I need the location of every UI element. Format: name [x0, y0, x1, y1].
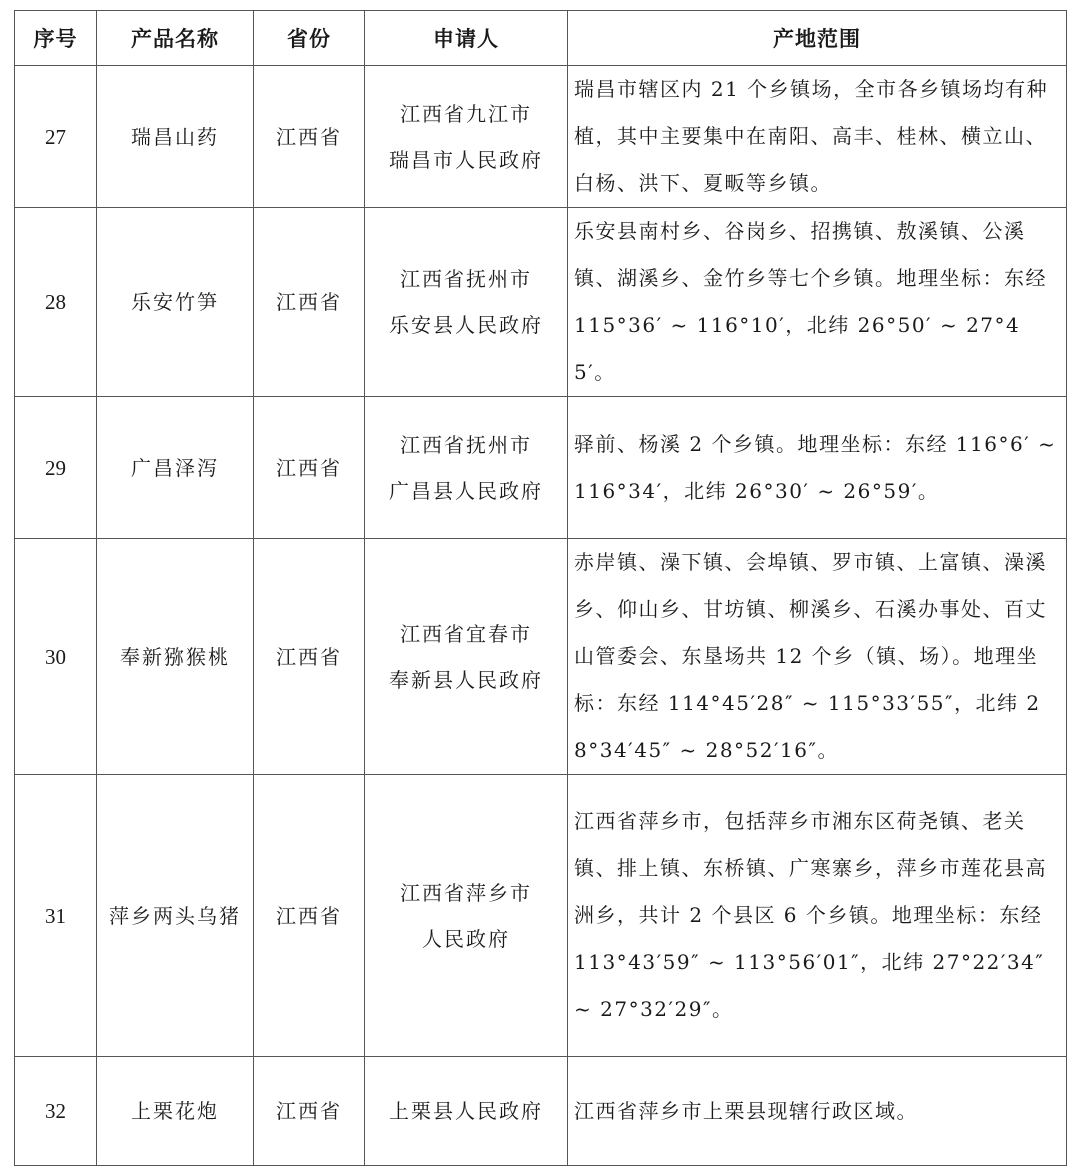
row-applicant — [365, 775, 568, 1057]
header-product: 产品名称 — [97, 11, 254, 66]
header-province: 省份 — [254, 11, 365, 66]
applicant-line: 江西省萍乡市 — [400, 880, 532, 905]
table-row — [15, 1057, 1067, 1166]
applicant-line: 乐安县人民政府 — [389, 313, 543, 337]
row-no: 31 — [15, 775, 97, 1057]
table-row — [15, 539, 1067, 775]
row-product: 奉新猕猴桃 — [97, 539, 254, 775]
row-no: 30 — [15, 539, 97, 775]
row-no: 28 — [15, 208, 97, 397]
row-no: 29 — [15, 397, 97, 539]
applicant-line: 奉新县人民政府 — [389, 667, 543, 692]
row-province: 江西省 — [254, 66, 365, 208]
row-province: 江西省 — [254, 208, 365, 397]
row-product: 瑞昌山药 — [97, 66, 254, 208]
row-applicant — [365, 66, 568, 208]
row-province: 江西省 — [254, 1057, 365, 1166]
geographic-indication-table — [14, 10, 1067, 1166]
row-area: 赤岸镇、澡下镇、会埠镇、罗市镇、上富镇、澡溪乡、仰山乡、甘坊镇、柳溪乡、石溪办事处、百丈山管委会、东垦场共 12 个乡（镇、场）。地理坐标：东经 114°45′28″ ~ 115°33′55″，北纬 28°34′45″ ~ 28°52′16″。 — [568, 539, 1067, 775]
header-area: 产地范围 — [568, 11, 1067, 66]
table-row — [15, 397, 1067, 539]
row-product: 广昌泽泻 — [97, 397, 254, 539]
applicant-line: 江西省九江市 — [400, 101, 532, 126]
applicant-line: 江西省抚州市 — [400, 432, 532, 457]
row-area: 瑞昌市辖区内 21 个乡镇场，全市各乡镇场均有种植，其中主要集中在南阳、高丰、桂林、横立山、白杨、洪下、夏畈等乡镇。 — [568, 66, 1067, 208]
row-province: 江西省 — [254, 397, 365, 539]
header-applicant: 申请人 — [365, 11, 568, 66]
row-applicant — [365, 539, 568, 775]
table-row — [15, 775, 1067, 1057]
row-area: 江西省萍乡市上栗县现辖行政区域。 — [568, 1057, 1067, 1166]
table-header-row — [15, 11, 1067, 66]
row-product: 萍乡两头乌猪 — [97, 775, 254, 1057]
row-province: 江西省 — [254, 775, 365, 1057]
row-area: 江西省萍乡市，包括萍乡市湘东区荷尧镇、老关镇、排上镇、东桥镇、广寒寨乡，萍乡市莲花县高洲乡，共计 2 个县区 6 个乡镇。地理坐标：东经 113°43′59″ ~ 113°56′01″，北纬 27°22′34″ ~ 27°32′29″。 — [568, 775, 1067, 1057]
applicant-line: 江西省抚州市 — [400, 267, 532, 291]
row-no: 32 — [15, 1057, 97, 1166]
applicant-line: 广昌县人民政府 — [389, 478, 543, 503]
row-applicant — [365, 397, 568, 539]
row-no: 27 — [15, 66, 97, 208]
applicant-line: 江西省宜春市 — [400, 621, 532, 646]
applicant-line: 瑞昌市人民政府 — [389, 147, 543, 172]
applicant-line: 人民政府 — [422, 926, 510, 951]
row-province: 江西省 — [254, 539, 365, 775]
table-row — [15, 66, 1067, 208]
table-row — [15, 208, 1067, 397]
row-applicant: 上栗县人民政府 — [365, 1057, 568, 1166]
row-area: 乐安县南村乡、谷岗乡、招携镇、敖溪镇、公溪镇、湖溪乡、金竹乡等七个乡镇。地理坐标：东经 115°36′ ~ 116°10′，北纬 26°50′ ~ 27°45′。 — [568, 208, 1067, 397]
row-product: 上栗花炮 — [97, 1057, 254, 1166]
row-product: 乐安竹笋 — [97, 208, 254, 397]
row-applicant — [365, 208, 568, 397]
row-area: 驿前、杨溪 2 个乡镇。地理坐标：东经 116°6′ ~ 116°34′，北纬 26°30′ ~ 26°59′。 — [568, 397, 1067, 539]
header-no: 序号 — [15, 11, 97, 66]
